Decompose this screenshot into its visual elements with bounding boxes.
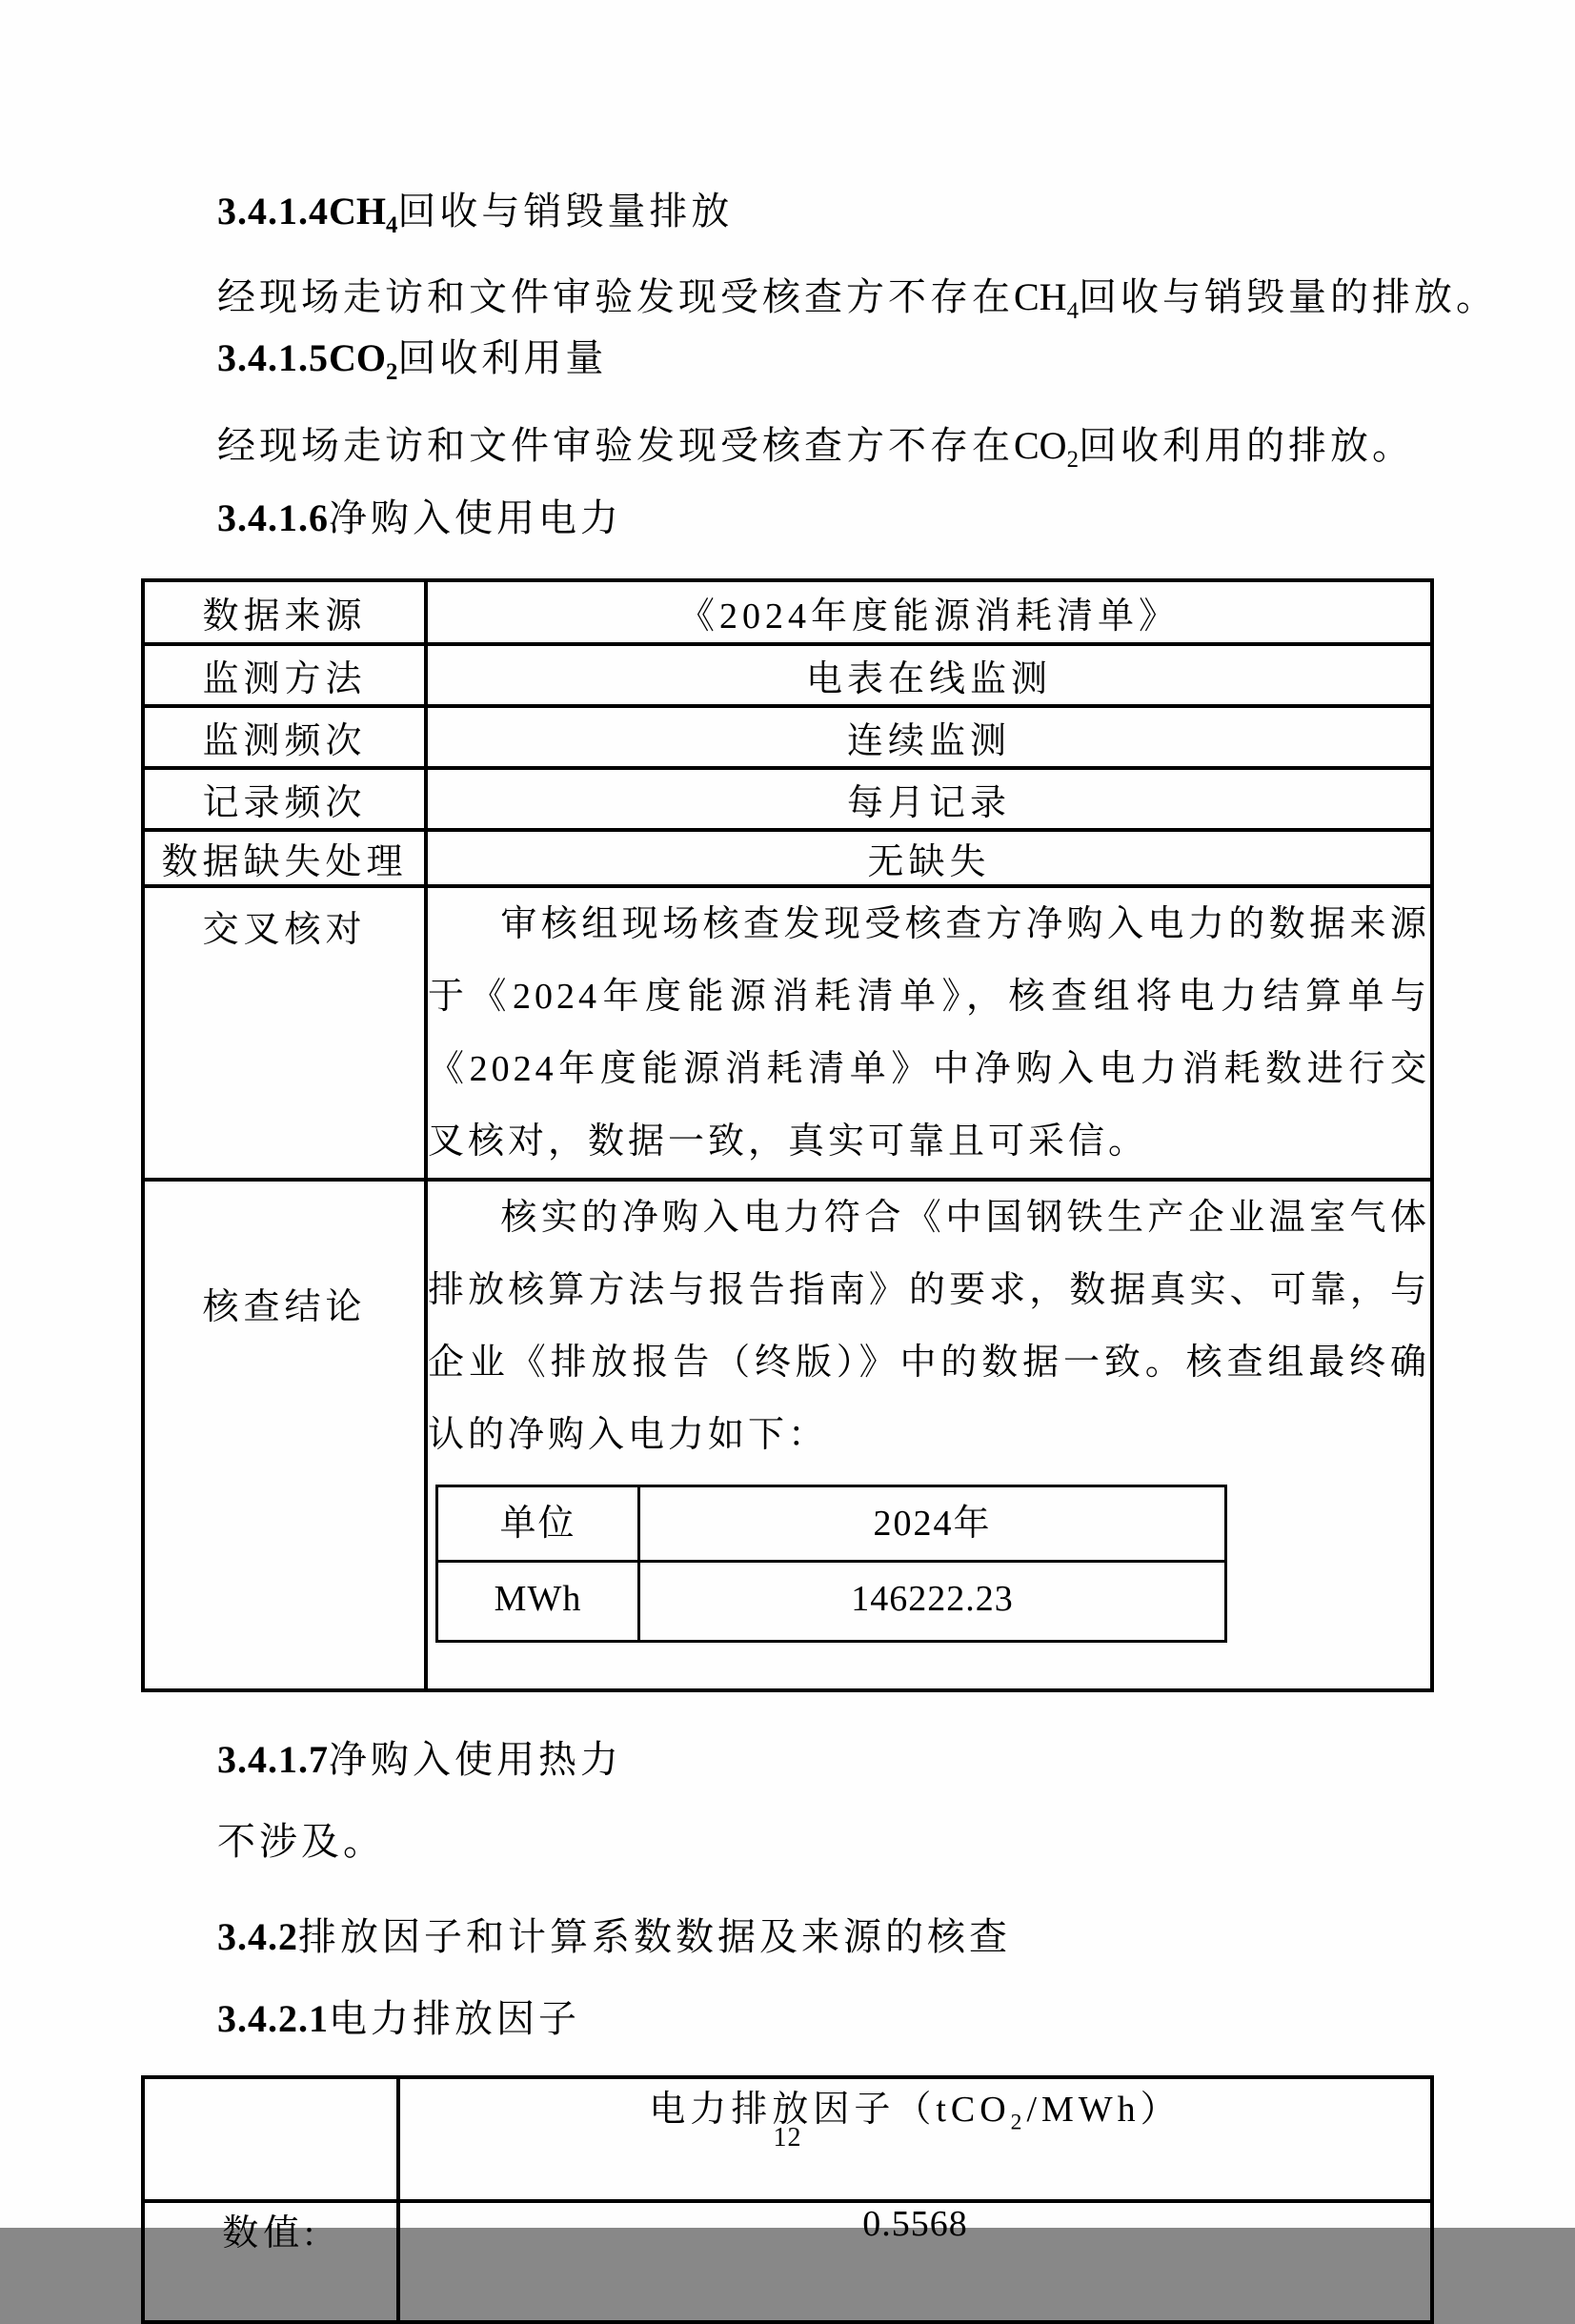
- cell-conclusion: [426, 1180, 1432, 1690]
- heading-3-4-1-4: [217, 186, 1434, 237]
- table-row: [143, 580, 1432, 644]
- chemical-formula: $CH_4$: [329, 190, 398, 238]
- electricity-data-table: [141, 578, 1434, 1692]
- heading-3-4-1-6: [217, 493, 1434, 544]
- heading-3-4-1-7: [217, 1734, 1434, 1786]
- heading-number: 3.4.1.7: [217, 1738, 329, 1781]
- heading-text: 净购入使用电力: [329, 496, 622, 539]
- table-row: [437, 1486, 1226, 1562]
- cell-value: 无缺失: [426, 830, 1432, 886]
- cell-factor-header: 电力排放因子（tCO$_2$/MWh）: [398, 2077, 1432, 2201]
- cell-factor-value: 0.5568: [398, 2201, 1432, 2322]
- heading-text: 回收利用量: [397, 336, 608, 379]
- table-row: [143, 830, 1432, 886]
- net-purchased-electricity-table: [435, 1485, 1227, 1643]
- cell-amount-value: 146222.23: [639, 1562, 1226, 1642]
- heading-number: 3.4.1.6: [217, 496, 329, 539]
- table-row: [143, 768, 1432, 830]
- cell-value: 连续监测: [426, 706, 1432, 768]
- cell-label: 数据来源: [143, 580, 426, 644]
- cell-label: 记录频次: [143, 768, 426, 830]
- paragraph-not-involved: 不涉及。: [217, 1820, 385, 1863]
- paragraph-text: 经现场走访和文件审验发现受核查方不存在: [217, 424, 1014, 467]
- chemical-formula: $CO_2$: [1014, 424, 1079, 473]
- heading-3-4-2-1: [217, 1993, 1434, 2045]
- table-row: [437, 1562, 1226, 1642]
- paragraph-text: 回收与销毁量的排放。: [1078, 275, 1498, 318]
- cell-label: 监测频次: [143, 706, 426, 768]
- table-row: [143, 644, 1432, 706]
- cell-label: 核查结论: [143, 1180, 426, 1690]
- paragraph-ch4: [217, 272, 1498, 324]
- cell-value: 每月记录: [426, 768, 1432, 830]
- chemical-formula: $CO_2$: [329, 336, 398, 385]
- emission-factor-table: [141, 2075, 1434, 2324]
- heading-text: 排放因子和计算系数数据及来源的核查: [298, 1915, 1011, 1958]
- table-row-conclusion: [143, 1180, 1432, 1690]
- cell-year-header: 2024年: [639, 1486, 1226, 1562]
- chemical-formula: $CH_4$: [1014, 275, 1079, 324]
- table-row: [143, 2201, 1432, 2322]
- heading-3-4-1-5: [217, 333, 1434, 384]
- heading-text: 净购入使用热力: [329, 1738, 622, 1781]
- heading-number: 3.4.2: [217, 1915, 298, 1958]
- heading-number: 3.4.1.4: [217, 190, 329, 232]
- paragraph-co2: [217, 420, 1434, 472]
- heading-number: 3.4.2.1: [217, 1997, 329, 2040]
- page-number: 12: [773, 2123, 802, 2152]
- cell-unit-header: 单位: [437, 1486, 639, 1562]
- paragraph-text: 经现场走访和文件审验发现受核查方不存在: [217, 275, 1014, 318]
- paragraph-text: 回收利用的排放。: [1078, 424, 1414, 467]
- table-row-cross-check: [143, 886, 1432, 1180]
- cell-label: 监测方法: [143, 644, 426, 706]
- cell-unit-value: MWh: [437, 1562, 639, 1642]
- heading-text: 回收与销毁量排放: [397, 190, 734, 232]
- cell-cross-check-text: 审核组现场核查发现受核查方净购入电力的数据来源于《2024年度能源消耗清单》，核查组将电力结算单与《2024年度能源消耗清单》中净购入电力消耗数进行交叉核对，数据一致，真实可靠且可采信。: [426, 886, 1432, 1180]
- cell-label: 数值:: [143, 2201, 398, 2322]
- cell-label: 交叉核对: [143, 886, 426, 1180]
- heading-3-4-2: [217, 1911, 1434, 1963]
- cell-label: 数据缺失处理: [143, 830, 426, 886]
- heading-text: 电力排放因子: [329, 1997, 580, 2040]
- cell-value: 《2024年度能源消耗清单》: [426, 580, 1432, 644]
- cell-value: 电表在线监测: [426, 644, 1432, 706]
- heading-number: 3.4.1.5: [217, 336, 329, 379]
- conclusion-text: 核实的净购入电力符合《中国钢铁生产企业温室气体排放核算方法与报告指南》的要求，数据真实、可靠，与企业《排放报告（终版）》中的数据一致。核查组最终确认的净购入电力如下：: [428, 1198, 1430, 1455]
- table-row: [143, 706, 1432, 768]
